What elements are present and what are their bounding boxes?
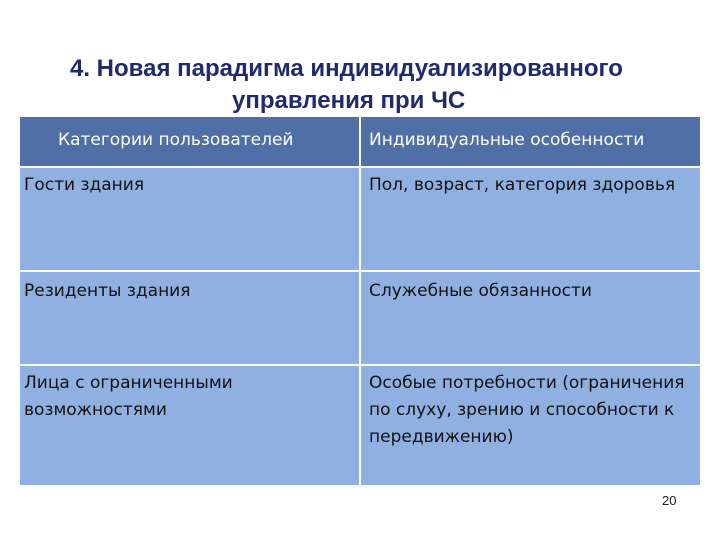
header-individual-features: Индивидуальные особенности — [360, 117, 700, 167]
table-cell-features: Особые потребности (ограничения по слуху, зрению и способности к передвижению) — [360, 365, 700, 485]
page-number: 20 — [662, 493, 677, 508]
slide-title — [0, 53, 720, 117]
table-cell-category: Гости здания — [20, 167, 360, 271]
table-cell-features: Служебные обязанности — [360, 271, 700, 365]
table-row — [20, 271, 700, 365]
title-line-2: управления при ЧС — [232, 87, 466, 114]
categories-table — [20, 117, 700, 485]
table-row — [20, 365, 700, 485]
table-cell-category: Лица с ограниченными возможностями — [20, 365, 360, 485]
title-line-1: 4. Новая парадигма индивидуализированного — [70, 55, 623, 82]
table-cell-category: Резиденты здания — [20, 271, 360, 365]
table-row — [20, 167, 700, 271]
header-user-categories: Категории пользователей — [20, 117, 360, 167]
table-cell-features: Пол, возраст, категория здоровья — [360, 167, 700, 271]
table-header-row — [20, 117, 700, 167]
